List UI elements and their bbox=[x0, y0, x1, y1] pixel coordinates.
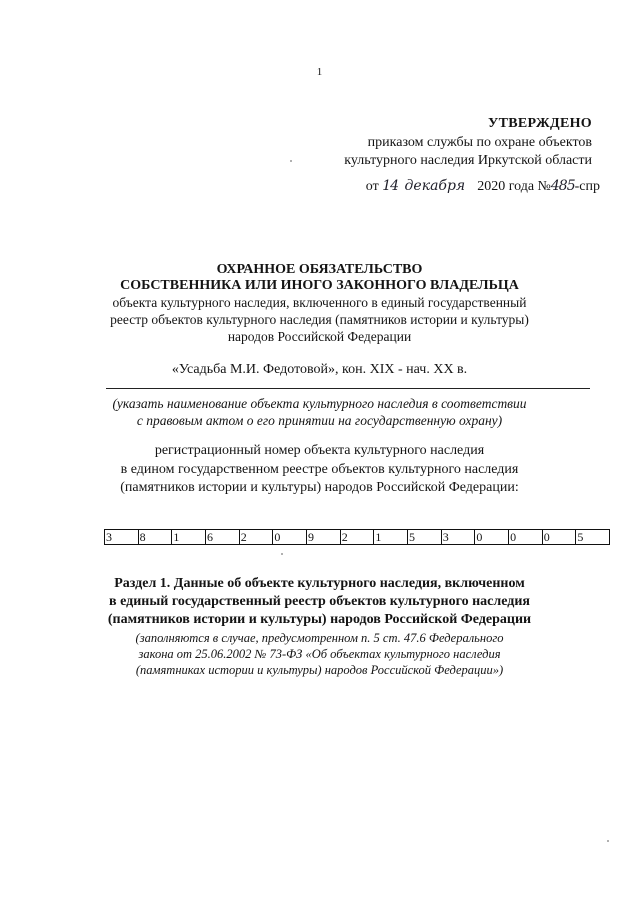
registration-digit: 5 bbox=[408, 530, 442, 544]
section-1-title-line-2: в единый государственный реестр объектов культурного наследия bbox=[109, 594, 530, 609]
registration-digit: 2 bbox=[341, 530, 375, 544]
registration-digit: 0 bbox=[509, 530, 543, 544]
section-1-note-line-3: (памятниках истории и культуры) народов Российской Федерации») bbox=[135, 663, 504, 677]
registration-digit: 8 bbox=[139, 530, 173, 544]
registration-label-line-3: (памятников истории и культуры) народов Российской Федерации: bbox=[120, 480, 519, 495]
section-1-title-line-1: Раздел 1. Данные об объекте культурного наследия, включенном bbox=[114, 576, 525, 591]
approval-line-2: культурного наследия Иркутской области bbox=[344, 153, 592, 168]
object-hint-line-2: с правовым актом о его принятии на государственную охрану) bbox=[136, 413, 503, 428]
registration-digit: 5 bbox=[577, 530, 584, 544]
approval-title: УТВЕРЖДЕНО bbox=[488, 116, 592, 131]
approval-date-prefix: от bbox=[365, 179, 379, 194]
approval-suffix: -спр bbox=[574, 179, 600, 194]
registration-digit: 9 bbox=[307, 530, 341, 544]
registration-digit: 6 bbox=[206, 530, 240, 544]
approval-date-line bbox=[366, 178, 600, 195]
document-title-line-2: СОБСТВЕННИКА ИЛИ ИНОГО ЗАКОННОГО ВЛАДЕЛЬЦА bbox=[120, 278, 519, 293]
handwritten-number: 485 bbox=[550, 178, 575, 194]
document-title-line-1: ОХРАННОЕ ОБЯЗАТЕЛЬСТВО bbox=[216, 262, 423, 277]
registration-digit: 3 bbox=[105, 530, 139, 544]
handwritten-month: декабря bbox=[404, 178, 466, 194]
approval-year-text: 2020 года № bbox=[477, 179, 551, 194]
registration-number-boxes bbox=[104, 529, 610, 545]
document-subtitle-line-2: реестр объектов культурного наследия (памятников истории и культуры) bbox=[110, 312, 529, 327]
registration-label-line-2: в едином государственном реестре объектов культурного наследия bbox=[120, 462, 519, 477]
scan-speck bbox=[290, 160, 292, 162]
registration-digit: 0 bbox=[543, 530, 577, 544]
section-1-note-line-1: (заполняются в случае, предусмотренном п. 5 ст. 47.6 Федерального bbox=[135, 631, 504, 645]
section-1-title-line-3: (памятников истории и культуры) народов Российской Федерации bbox=[107, 612, 532, 627]
object-name: «Усадьба М.И. Федотовой», кон. XIX - нач. XX в. bbox=[171, 362, 468, 377]
registration-digit: 1 bbox=[374, 530, 408, 544]
registration-digit: 0 bbox=[475, 530, 509, 544]
document-subtitle-line-3: народов Российской Федерации bbox=[227, 329, 412, 344]
registration-digit: 1 bbox=[172, 530, 206, 544]
scan-speck bbox=[281, 553, 283, 555]
document-subtitle-line-1: объекта культурного наследия, включенного в единый государственный bbox=[112, 295, 527, 310]
registration-label-line-1: регистрационный номер объекта культурного наследия bbox=[154, 443, 485, 458]
registration-digit: 0 bbox=[273, 530, 307, 544]
handwritten-day: 14 bbox=[382, 178, 399, 194]
registration-digit: 2 bbox=[240, 530, 274, 544]
section-1-note-line-2: закона от 25.06.2002 № 73-ФЗ «Об объектах культурного наследия bbox=[138, 647, 501, 661]
scan-speck bbox=[607, 840, 609, 842]
registration-digit: 3 bbox=[442, 530, 476, 544]
approval-line-1: приказом службы по охране объектов bbox=[367, 135, 592, 150]
object-hint-line-1: (указать наименование объекта культурного наследия в соответствии bbox=[112, 396, 527, 411]
page-number: 1 bbox=[316, 66, 323, 78]
object-name-underline bbox=[106, 388, 590, 389]
